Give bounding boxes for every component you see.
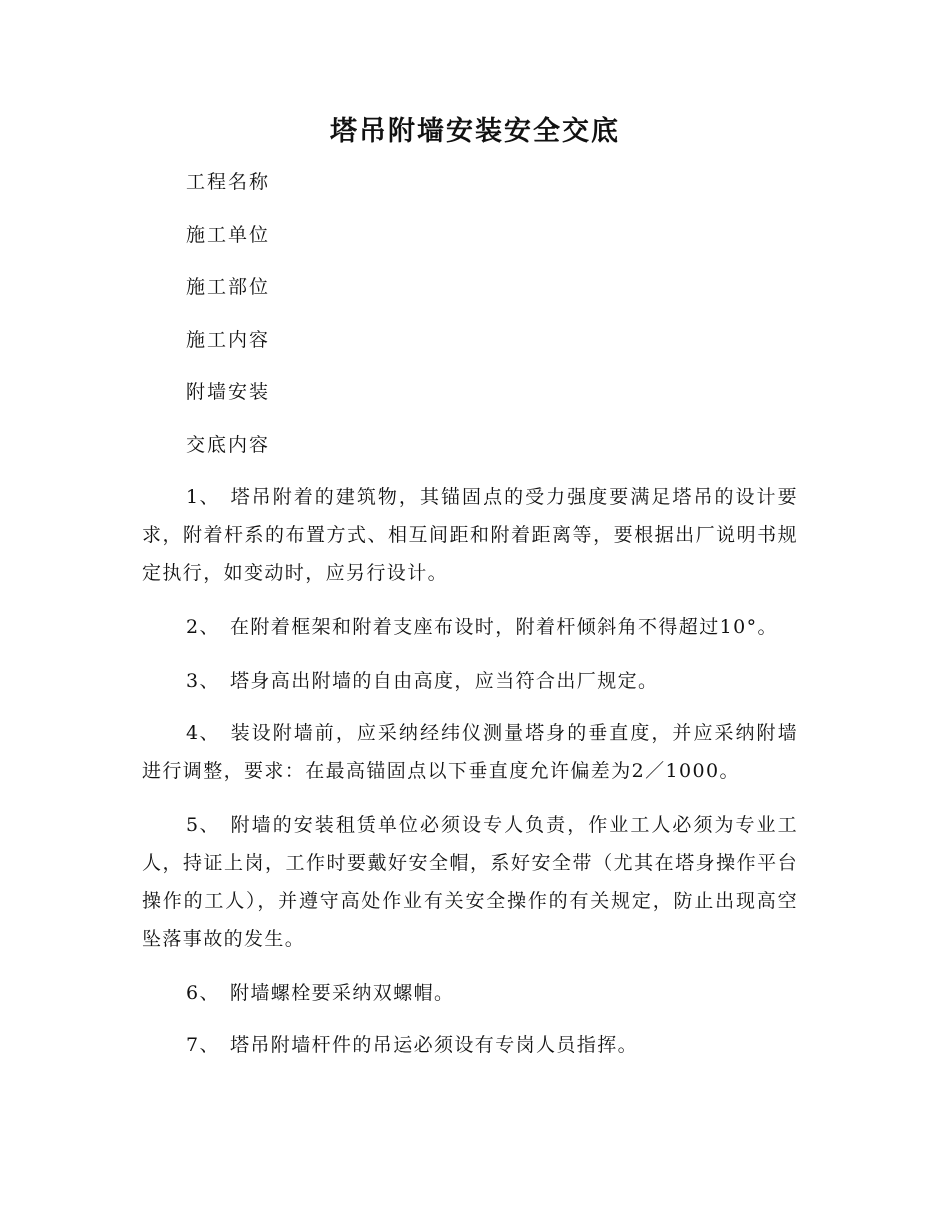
- document-title: 塔吊附墙安装安全交底: [330, 116, 620, 147]
- list-item: [142, 608, 798, 646]
- item-number: 3、: [186, 670, 220, 692]
- field-construction-content: 施工内容: [186, 328, 271, 351]
- item-text: 在附着框架和附着支座布设时，附着杆倾斜角不得超过10°。: [230, 616, 778, 638]
- item-number: 4、: [186, 722, 220, 744]
- item-number: 2、: [186, 616, 220, 638]
- briefing-items: [142, 478, 798, 1080]
- field-construction-location: 施工部位: [186, 276, 271, 299]
- field-construction-unit: 施工单位: [186, 223, 271, 246]
- item-text: 附墙的安装租赁单位必须设专人负责，作业工人必须为专业工人，持证上岗，工作时要戴好安全帽，系好安全带（尤其在塔身操作平台操作的工人），并遵守高处作业有关安全操作的有关规定，防止出现高空坠落事故的发生。: [142, 814, 798, 950]
- field-project-name: 工程名称: [186, 171, 271, 193]
- list-item: [142, 714, 798, 790]
- item-text: 附墙螺栓要采纳双螺帽。: [230, 982, 455, 1004]
- list-item: [142, 1026, 798, 1064]
- item-text: 塔身高出附墙的自由高度，应当符合出厂规定。: [230, 670, 659, 692]
- item-number: 7、: [186, 1034, 220, 1056]
- item-number: 6、: [186, 982, 220, 1004]
- item-text: 塔吊附墙杆件的吊运必须设有专岗人员指挥。: [230, 1034, 639, 1056]
- item-number: 1、: [186, 486, 220, 508]
- list-item: [142, 974, 798, 1012]
- item-text: 塔吊附着的建筑物，其锚固点的受力强度要满足塔吊的设计要求，附着杆系的布置方式、相互间距和附着距离等，要根据出厂说明书规定执行，如变动时，应另行设计。: [142, 486, 798, 584]
- header-fields: [186, 166, 686, 482]
- list-item: [142, 806, 798, 958]
- item-number: 5、: [186, 814, 220, 836]
- field-wall-attachment-install: 附墙安装: [186, 381, 271, 404]
- list-item: [142, 662, 798, 700]
- item-text: 装设附墙前，应采纳经纬仪测量塔身的垂直度，并应采纳附墙进行调整，要求：在最高锚固点以下垂直度允许偏差为2／1000。: [142, 722, 798, 782]
- list-item: [142, 478, 798, 592]
- field-briefing-content: 交底内容: [186, 433, 271, 456]
